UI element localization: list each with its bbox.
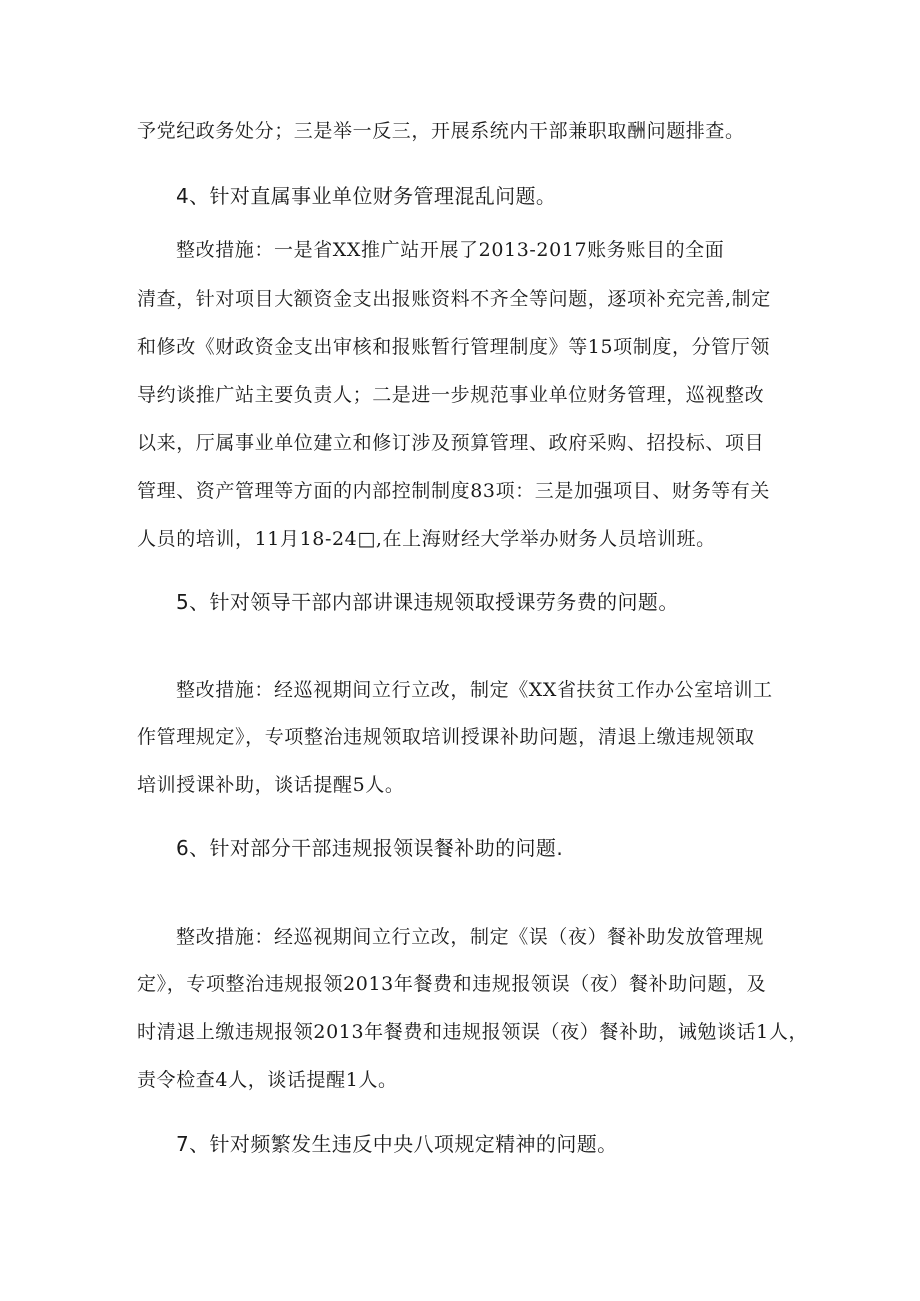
section-heading-6: 6、针对部分干部违规报领误餐补助的问题. xyxy=(176,836,564,860)
paragraph-line: 培训授课补助，谈话提醒5人。 xyxy=(137,774,405,796)
paragraph-line: 以来，厅属事业单位建立和修订涉及预算管理、政府采购、招投标、项目 xyxy=(137,432,765,454)
section-heading-7: 7、针对频繁发生违反中央八项规定精神的问题。 xyxy=(176,1132,618,1156)
paragraph-line: 人员的培训，11月18-24□,在上海财经大学举办财务人员培训班。 xyxy=(137,528,716,550)
paragraph-line: 清查，针对项目大额资金支出报账资料不齐全等问题，逐项补充完善,制定 xyxy=(137,288,771,310)
paragraph-line: 责令检查4人，谈话提醒1人。 xyxy=(137,1069,398,1091)
paragraph-line: 导约谈推广站主要负责人；二是进一步规范事业单位财务管理，巡视整改 xyxy=(137,384,765,406)
paragraph-line: 整改措施：经巡视期间立行立改，制定《XX省扶贫工作办公室培训工 xyxy=(176,679,773,701)
paragraph-line: 时清退上缴违规报领2013年餐费和违规报领误（夜）餐补助，诫勉谈话1人， xyxy=(137,1021,809,1043)
paragraph-line: 整改措施：一是省XX推广站开展了2013-2017账务账目的全面 xyxy=(176,239,725,261)
paragraph-line: 和修改《财政资金支出审核和报账暂行管理制度》等15项制度，分管厅领 xyxy=(137,336,770,358)
paragraph-line: 定》，专项整治违规报领2013年餐费和违规报领误（夜）餐补助问题，及 xyxy=(137,973,767,995)
section-heading-5: 5、针对领导干部内部讲课违规领取授课劳务费的问题。 xyxy=(176,590,679,614)
paragraph-line: 作管理规定》，专项整治违规领取培训授课补助问题，清退上缴违规领取 xyxy=(137,726,755,748)
paragraph-line: 予党纪政务处分；三是举一反三，开展系统内干部兼职取酬问题排查。 xyxy=(137,120,745,142)
paragraph-line: 管理、资产管理等方面的内部控制制度83项：三是加强项目、财务等有关 xyxy=(137,480,770,502)
section-heading-4: 4、针对直属事业单位财务管理混乱问题。 xyxy=(176,184,557,208)
paragraph-line: 整改措施：经巡视期间立行立改，制定《误（夜）餐补助发放管理规 xyxy=(176,926,765,948)
